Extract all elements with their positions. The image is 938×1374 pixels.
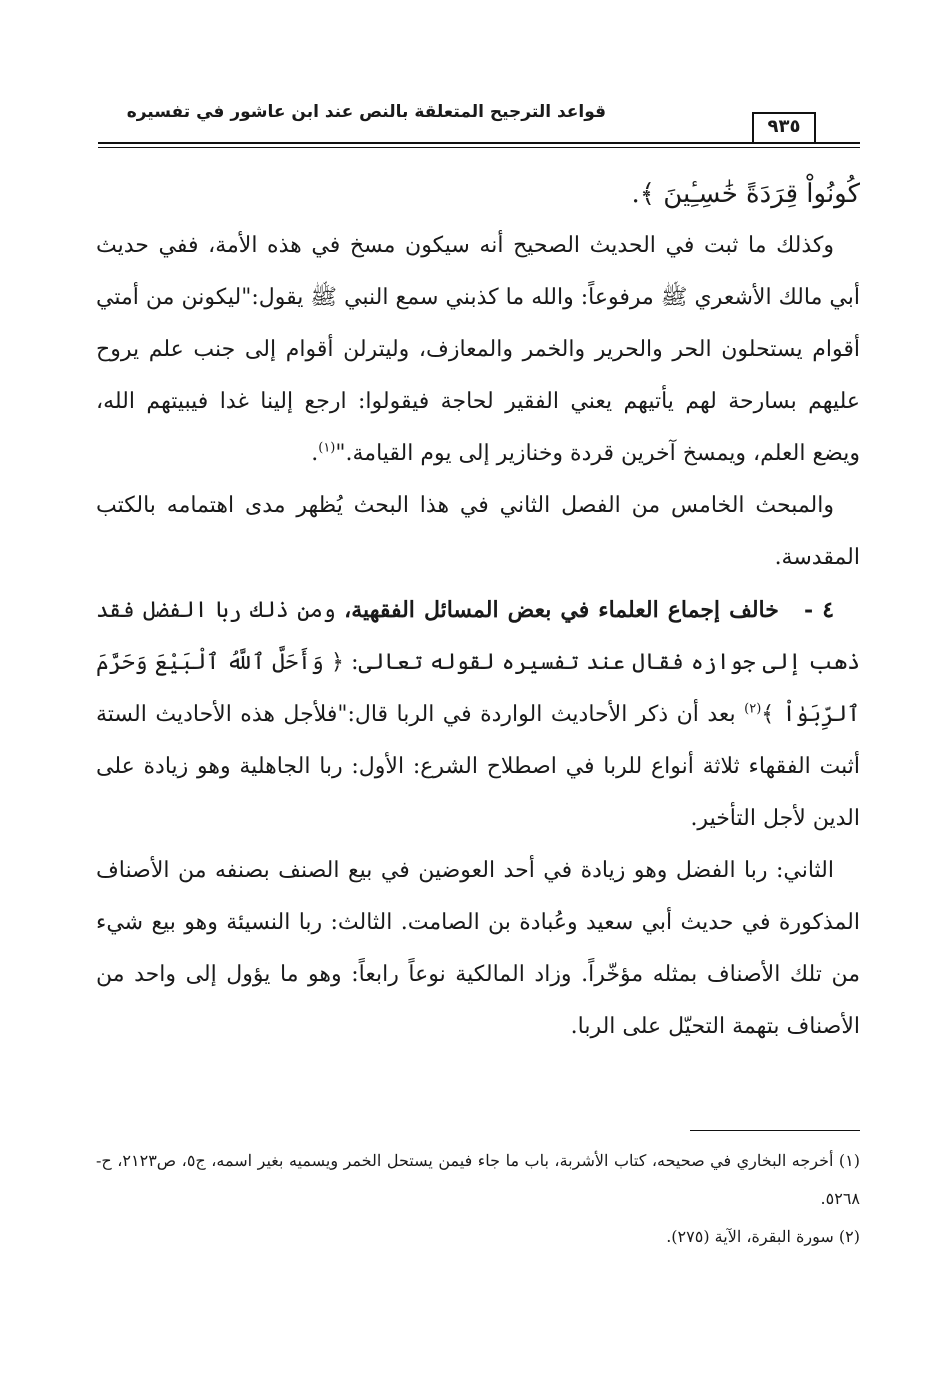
paragraph-hadith-text: وكذلك ما ثبت في الحديث الصحيح أنه سيكون مسخ في هذه الأمة، ففي حديث أبي مالك الأشعري ﷺ مرفوعاً: والله ما كذبني سمع النبي ﷺ يقول:"ليكونن من أمتي أقوام يستحلون الحر والحرير والخمر والمعازف، وليترلن أقوام إلى جنب علم يروح عليهم بسارحة لهم يأتيهم يعني الفقير لحاجة فيقولوا: ارجع إلينا غدا فيبيتهم الله، ويضع العلم، ويمسخ آخرين قردة وخنازير إلى يوم القيامة." bbox=[96, 233, 860, 466]
page-number: ٩٣٥ bbox=[752, 112, 816, 142]
paragraph-section5: والمبحث الخامس من الفصل الثاني في هذا البحث يُظهر مدى اهتمامه بالكتب المقدسة. bbox=[96, 493, 860, 570]
running-title: قواعد الترجيح المتعلقة بالنص عند ابن عاشور في تفسيره bbox=[126, 102, 606, 122]
paragraph-hadith-end: . bbox=[311, 441, 319, 466]
footnote-1: (١) أخرجه البخاري في صحيحه، كتاب الأشربة، باب ما جاء فيمن يستحل الخمر ويسميه بغير اسمه، ج٥، ص٢١٢٣، ح- ٥٢٦٨. bbox=[96, 1151, 861, 1208]
footnotes bbox=[96, 1142, 860, 1256]
item-4 bbox=[96, 584, 860, 845]
footnote-2: (٢) سورة البقرة، الآية (٢٧٥). bbox=[666, 1227, 860, 1246]
footnote-ref-1: (١) bbox=[318, 440, 336, 456]
header-rule-thick bbox=[98, 142, 860, 144]
item-4-number: ٤ - bbox=[804, 597, 835, 623]
main-text bbox=[96, 168, 860, 1053]
item-4-title: خالف إجماع العلماء في بعض المسائل الفقهية، bbox=[344, 597, 779, 623]
paragraph-hadith bbox=[96, 220, 860, 480]
header-rule-thin bbox=[98, 147, 860, 148]
footnote-ref-2: (٢) bbox=[744, 701, 762, 717]
item-4-continuation: بعد أن ذكر الأحاديث الواردة في الربا قال:"فلأجل هذه الأحاديث الستة أثبت الفقهاء ثلاثة أنواع للربا في اصطلاح الشرع: الأول: ربا الجاهلية وهو زيادة على الدين لأجل التأخير. bbox=[96, 702, 860, 831]
item-4-text: ومن ذلك ربا الفضل فقد ذهب إلى جوازه فقال عند تفسيره لقوله تعالى: ﴿ وَأَحَلَّ ٱللَّهُ ٱلْبَيْعَ وَحَرَّمَ ٱلرِّبَوٰاْ ﴾ bbox=[96, 598, 860, 727]
verse-ending: كُونُواْ قِرَدَةً خَٰسِـِٔينَ ﴾. bbox=[631, 179, 860, 209]
footnote-separator bbox=[690, 1130, 860, 1131]
paragraph-riba-types: الثاني: ربا الفضل وهو زيادة في أحد العوضين في بيع الصنف بصنفه من الأصناف المذكورة في حديث أبي سعيد وعُبادة بن الصامت. الثالث: ربا النسيئة وهو بيع شيء من تلك الأصناف بمثله مؤخّراً. وزاد المالكية نوعاً رابعاً: وهو ما يؤول إلى واحد من الأصناف بتهمة التحيّل على الربا. bbox=[96, 858, 860, 1039]
